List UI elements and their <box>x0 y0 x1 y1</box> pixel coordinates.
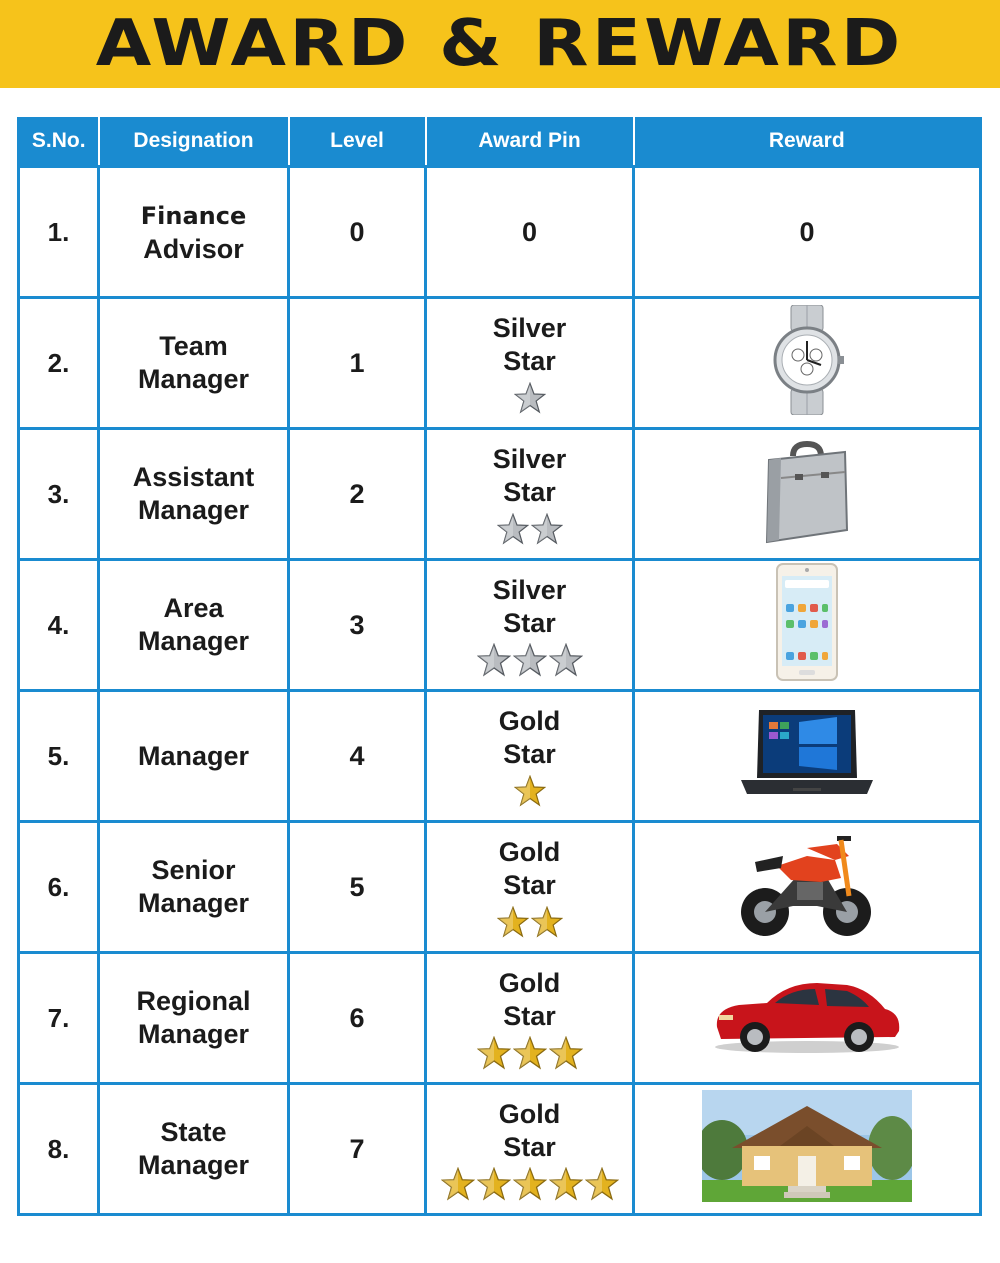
award-pin-label: Gold <box>498 968 561 998</box>
gold-star-icon <box>549 1167 583 1201</box>
silver-star-icon <box>549 643 583 677</box>
table-row <box>19 167 981 298</box>
designation-line1: Manager <box>137 740 250 771</box>
table-header-row <box>19 117 981 167</box>
designation-line2: Manager <box>137 1150 250 1180</box>
award-stars <box>427 1035 632 1069</box>
award-pin-cell <box>426 691 634 822</box>
designation-line2: Manager <box>137 888 250 918</box>
gold-star-icon <box>477 1036 511 1070</box>
award-pin-sublabel: Star <box>503 477 556 507</box>
award-stars <box>427 511 632 545</box>
award-pin-cell <box>426 560 634 691</box>
designation-cell <box>99 167 289 298</box>
table-row <box>19 560 981 691</box>
award-pin-cell <box>426 953 634 1084</box>
sno-cell: 1. <box>19 167 99 298</box>
designation-line1: Finance <box>140 201 247 230</box>
sno-cell: 6. <box>19 822 99 953</box>
level-cell: 0 <box>289 167 426 298</box>
designation-line2: Manager <box>137 626 250 656</box>
award-pin-label: Silver <box>492 575 567 605</box>
reward-text: 0 <box>799 217 815 247</box>
gold-star-icon <box>514 775 546 807</box>
table-row <box>19 822 981 953</box>
designation-cell <box>99 1084 289 1215</box>
designation-line2: Advisor <box>143 233 244 264</box>
header-designation: Designation <box>99 117 289 167</box>
award-pin-cell <box>426 822 634 953</box>
gold-star-icon <box>441 1167 475 1201</box>
gold-star-icon <box>513 1036 547 1070</box>
award-pin-cell <box>426 429 634 560</box>
award-pin-cell <box>426 298 634 429</box>
gold-star-icon <box>497 906 529 938</box>
award-pin-sublabel: Star <box>503 1132 556 1162</box>
sno-cell: 3. <box>19 429 99 560</box>
level-cell: 3 <box>289 560 426 691</box>
award-stars <box>427 642 632 676</box>
silver-star-icon <box>477 643 511 677</box>
table-row <box>19 298 981 429</box>
sno-cell: 5. <box>19 691 99 822</box>
gold-star-icon <box>477 1167 511 1201</box>
header-reward: Reward <box>634 117 981 167</box>
designation-cell <box>99 691 289 822</box>
level-cell: 1 <box>289 298 426 429</box>
level-cell: 2 <box>289 429 426 560</box>
table-row <box>19 691 981 822</box>
designation-line2: Manager <box>137 495 250 525</box>
award-pin-label: Gold <box>498 706 561 736</box>
award-pin-label: 0 <box>521 216 538 247</box>
level-cell: 5 <box>289 822 426 953</box>
award-pin-cell <box>426 167 634 298</box>
award-pin-label: Gold <box>498 1099 561 1129</box>
sno-cell: 7. <box>19 953 99 1084</box>
award-pin-sublabel: Star <box>503 346 556 376</box>
award-table <box>17 117 982 1216</box>
designation-cell <box>99 298 289 429</box>
designation-line1: Team <box>159 331 228 361</box>
award-pin-cell <box>426 1084 634 1215</box>
award-stars <box>427 380 632 414</box>
reward-cell <box>634 298 981 429</box>
table-row <box>19 429 981 560</box>
award-pin-sublabel: Star <box>503 870 556 900</box>
award-pin-label: Gold <box>498 837 561 867</box>
level-cell: 4 <box>289 691 426 822</box>
designation-line1: Assistant <box>132 462 255 492</box>
designation-cell <box>99 822 289 953</box>
watch-icon <box>635 305 979 422</box>
sno-cell: 8. <box>19 1084 99 1215</box>
silver-star-icon <box>514 382 546 414</box>
reward-cell <box>634 167 981 298</box>
reward-cell <box>634 429 981 560</box>
house-icon <box>635 1090 979 1209</box>
smartphone-icon <box>635 562 979 689</box>
silver-star-icon <box>513 643 547 677</box>
reward-cell <box>634 560 981 691</box>
award-stars <box>427 904 632 938</box>
briefcase-icon <box>635 438 979 551</box>
table-row <box>19 953 981 1084</box>
award-pin-sublabel: Star <box>503 1001 556 1031</box>
designation-line1: Regional <box>136 986 251 1016</box>
level-cell: 7 <box>289 1084 426 1215</box>
sno-cell: 4. <box>19 560 99 691</box>
designation-cell <box>99 429 289 560</box>
reward-cell <box>634 1084 981 1215</box>
gold-star-icon <box>513 1167 547 1201</box>
designation-line1: State <box>160 1117 227 1147</box>
award-pin-label: Silver <box>492 313 567 343</box>
laptop-icon <box>635 708 979 805</box>
gold-star-icon <box>549 1036 583 1070</box>
reward-cell <box>634 822 981 953</box>
reward-cell <box>634 691 981 822</box>
designation-cell <box>99 953 289 1084</box>
award-pin-label: Silver <box>492 444 567 474</box>
title-banner <box>0 0 1000 88</box>
page-title: AWARD & REWARD <box>96 7 904 81</box>
motorcycle-icon <box>635 826 979 949</box>
table-row <box>19 1084 981 1215</box>
header-level: Level <box>289 117 426 167</box>
reward-cell <box>634 953 981 1084</box>
designation-line1: Senior <box>151 855 236 885</box>
car-icon <box>635 975 979 1062</box>
level-cell: 6 <box>289 953 426 1084</box>
header-sno: S.No. <box>19 117 99 167</box>
award-pin-sublabel: Star <box>503 608 556 638</box>
award-stars <box>427 773 632 807</box>
designation-line1: Area <box>163 593 224 623</box>
designation-line2: Manager <box>137 364 250 394</box>
gold-star-icon <box>531 906 563 938</box>
silver-star-icon <box>497 513 529 545</box>
award-pin-sublabel: Star <box>503 739 556 769</box>
designation-line2: Manager <box>137 1019 250 1049</box>
header-award-pin: Award Pin <box>426 117 634 167</box>
gold-star-icon <box>585 1167 619 1201</box>
designation-cell <box>99 560 289 691</box>
award-stars <box>427 1166 632 1200</box>
silver-star-icon <box>531 513 563 545</box>
sno-cell: 2. <box>19 298 99 429</box>
